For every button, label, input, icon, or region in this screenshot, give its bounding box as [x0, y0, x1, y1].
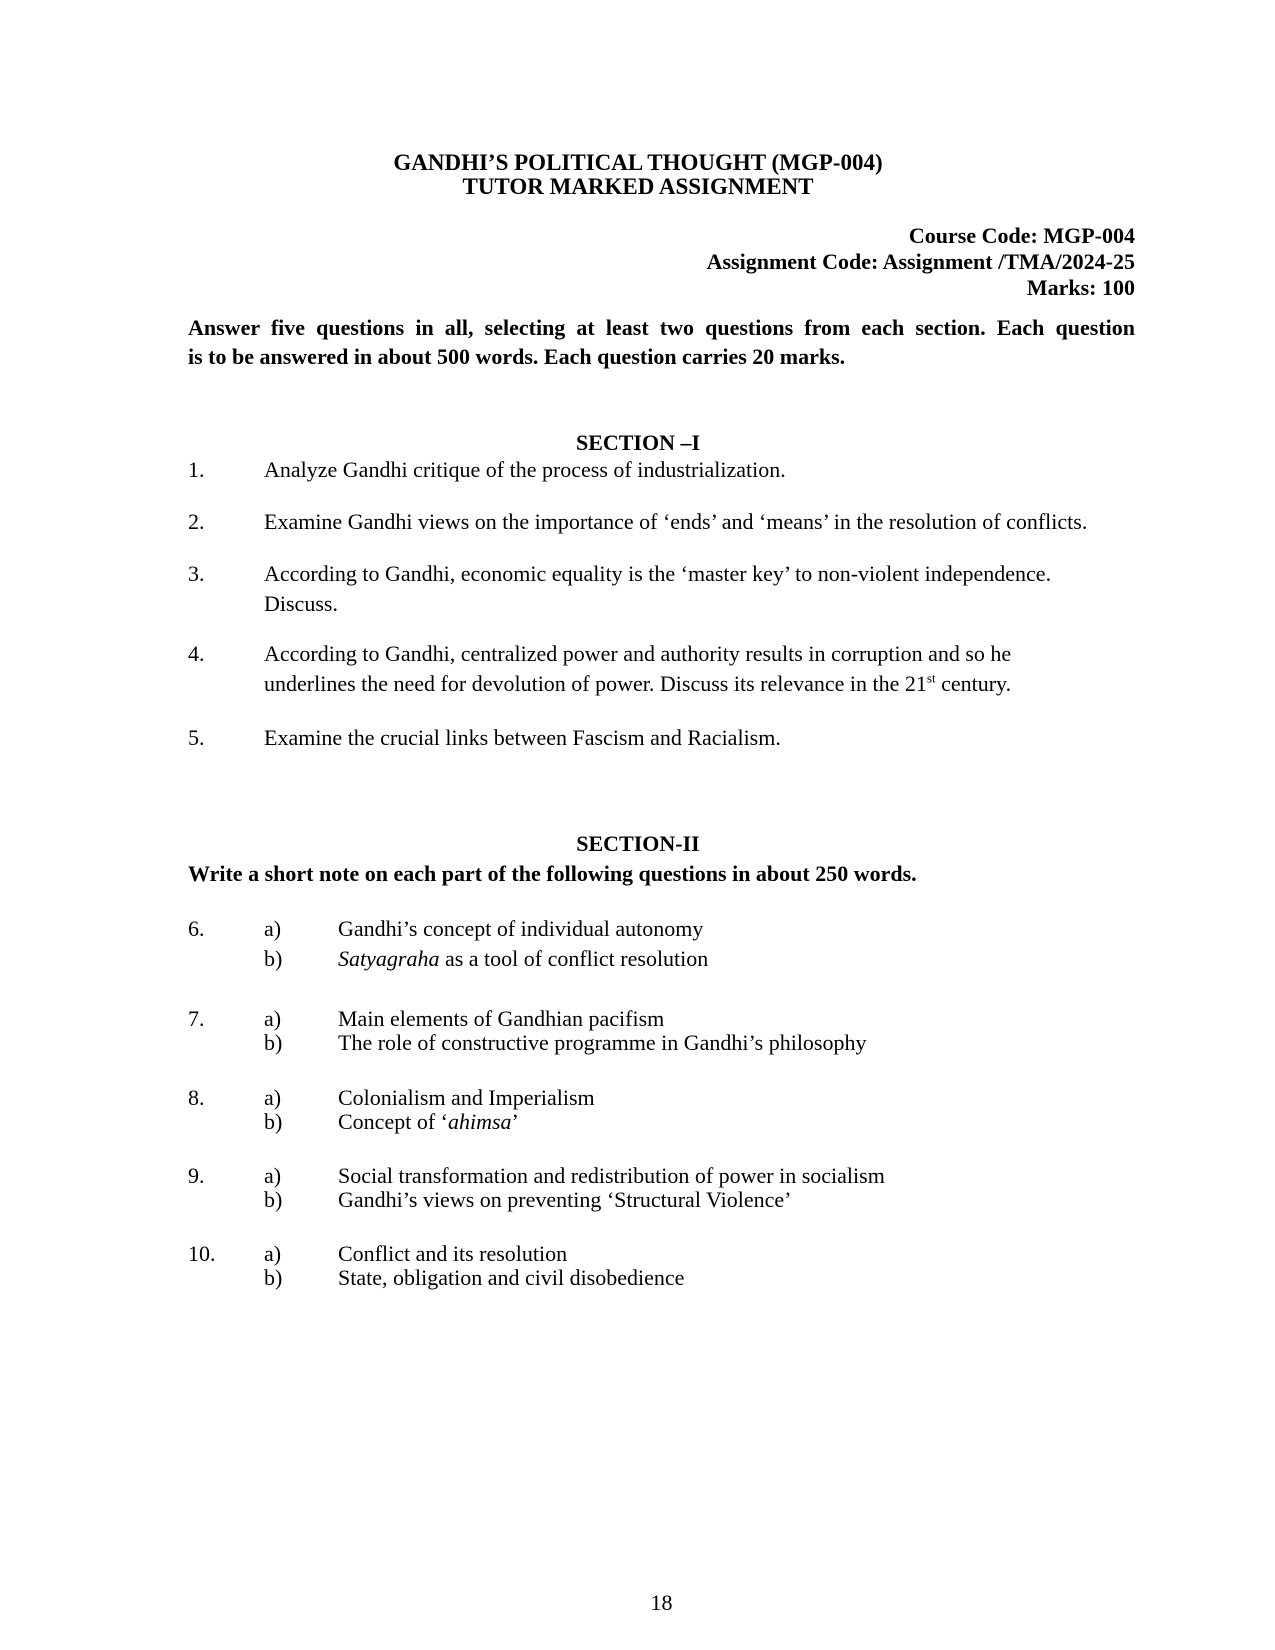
- document-title: [188, 151, 1088, 199]
- question-number: 2.: [188, 509, 205, 534]
- text-segment: Social transformation and redistribution of power in socialism: [338, 1163, 885, 1188]
- question-text: [264, 507, 1188, 537]
- question-line: [264, 723, 1188, 753]
- question-parts: [264, 914, 1188, 974]
- part-letter: a): [264, 1085, 282, 1110]
- question-part: [264, 1164, 1188, 1188]
- question-line: [264, 589, 1188, 619]
- question-line: [264, 639, 1188, 669]
- question-line: [264, 559, 1188, 589]
- instructions-line-2: is to be answered in about 500 words. Each question carries 20 marks.: [188, 344, 846, 369]
- part-text: [338, 1007, 664, 1031]
- text-segment: underlines the need for devolution of power. Discuss its relevance in the 21: [264, 671, 927, 696]
- title-line-1: GANDHI’S POLITICAL THOUGHT (MGP-004): [393, 150, 883, 175]
- text-segment: ahimsa: [447, 1109, 512, 1134]
- superscript-text: st: [926, 670, 936, 686]
- section-2-intro: Write a short note on each part of the following questions in about 250 words.: [188, 861, 917, 886]
- question-row: [188, 455, 1188, 485]
- title-line-2: TUTOR MARKED ASSIGNMENT: [462, 174, 814, 199]
- marks-line: Marks: 100: [1026, 275, 1135, 300]
- text-segment: Examine Gandhi views on the importance of ‘ends’ and ‘means’ in the resolution of conflicts.: [264, 509, 1088, 534]
- question-text: [264, 723, 1188, 753]
- question-part: [264, 1007, 1188, 1031]
- question-row: [188, 1242, 1188, 1290]
- assignment-codes: [188, 223, 1135, 301]
- part-text: [338, 944, 708, 974]
- question-number: 6.: [188, 916, 205, 941]
- part-letter: b): [264, 1265, 283, 1290]
- question-row: [188, 507, 1188, 537]
- question-number: 10.: [188, 1241, 216, 1266]
- question-parts: [264, 1007, 1188, 1055]
- question-text: [264, 455, 1188, 485]
- part-text: [338, 1086, 595, 1110]
- part-text: [338, 1031, 867, 1055]
- question-parts: [264, 1164, 1188, 1212]
- question-parts: [264, 1242, 1188, 1290]
- text-segment: Analyze Gandhi critique of the process of industrialization.: [264, 457, 786, 482]
- part-letter: a): [264, 1006, 282, 1031]
- question-number: 5.: [188, 725, 205, 750]
- section-2-heading: SECTION-II: [576, 831, 700, 856]
- part-letter: b): [264, 1187, 283, 1212]
- part-letter: a): [264, 916, 282, 941]
- question-row: [188, 1086, 1188, 1134]
- question-text: [264, 639, 1188, 699]
- instructions-line-1: Answer five questions in all, selecting at least two questions from each section. Each question: [188, 315, 1135, 340]
- question-row: [188, 559, 1188, 619]
- question-line: [264, 507, 1188, 537]
- question-line: [264, 455, 1188, 485]
- text-segment: According to Gandhi, economic equality is the ‘master key’ to non-violent independence.: [264, 561, 1052, 586]
- question-row: [188, 1164, 1188, 1212]
- question-part: [264, 1086, 1188, 1110]
- question-number: 9.: [188, 1163, 205, 1188]
- section-1-heading: SECTION –I: [575, 430, 701, 455]
- assignment-code-line: Assignment Code: Assignment /TMA/2024-25: [706, 249, 1135, 274]
- question-row: [188, 1007, 1188, 1055]
- course-code-line: Course Code: MGP-004: [908, 223, 1135, 248]
- question-part: [264, 1110, 1188, 1134]
- question-number: 4.: [188, 641, 205, 666]
- question-row: [188, 723, 1188, 753]
- text-segment: Gandhi’s views on preventing ‘Structural Violence’: [338, 1187, 792, 1212]
- part-letter: b): [264, 946, 283, 971]
- question-part: [264, 1188, 1188, 1212]
- question-number: 3.: [188, 561, 205, 586]
- text-segment: Gandhi’s concept of individual autonomy: [338, 916, 704, 941]
- question-part: [264, 1242, 1188, 1266]
- text-segment: The role of constructive programme in Gandhi’s philosophy: [338, 1030, 867, 1055]
- text-segment: as a tool of conflict resolution: [439, 946, 709, 971]
- question-parts: [264, 1086, 1188, 1134]
- part-text: [338, 1266, 684, 1290]
- part-letter: a): [264, 1241, 282, 1266]
- text-segment: Satyagraha: [338, 946, 440, 971]
- part-text: [338, 914, 703, 944]
- text-segment: Colonialism and Imperialism: [338, 1085, 595, 1110]
- text-segment: ’: [511, 1109, 519, 1134]
- text-segment: State, obligation and civil disobedience: [338, 1265, 685, 1290]
- text-segment: century.: [935, 671, 1012, 696]
- question-number: 1.: [188, 457, 205, 482]
- question-part: [264, 1266, 1188, 1290]
- question-part: [264, 944, 1188, 974]
- text-segment: Main elements of Gandhian pacifism: [338, 1006, 665, 1031]
- text-segment: According to Gandhi, centralized power and authority results in corruption and so he: [264, 641, 1012, 666]
- text-segment: Examine the crucial links between Fascism and Racialism.: [264, 725, 781, 750]
- part-letter: a): [264, 1163, 282, 1188]
- question-number: 8.: [188, 1085, 205, 1110]
- question-part: [264, 914, 1188, 944]
- question-part: [264, 1031, 1188, 1055]
- question-row: [188, 639, 1188, 699]
- part-letter: b): [264, 1030, 283, 1055]
- text-segment: Concept of ‘: [338, 1109, 448, 1134]
- part-text: [338, 1242, 567, 1266]
- question-row: [188, 914, 1188, 974]
- question-number: 7.: [188, 1006, 205, 1031]
- part-text: [338, 1110, 519, 1134]
- question-line: [264, 669, 1188, 699]
- instructions-paragraph: [188, 313, 1135, 371]
- page-number: 18: [650, 1590, 673, 1615]
- text-segment: Discuss.: [264, 591, 338, 616]
- question-text: [264, 559, 1188, 619]
- part-text: [338, 1164, 885, 1188]
- part-text: [338, 1188, 791, 1212]
- part-letter: b): [264, 1109, 283, 1134]
- text-segment: Conflict and its resolution: [338, 1241, 568, 1266]
